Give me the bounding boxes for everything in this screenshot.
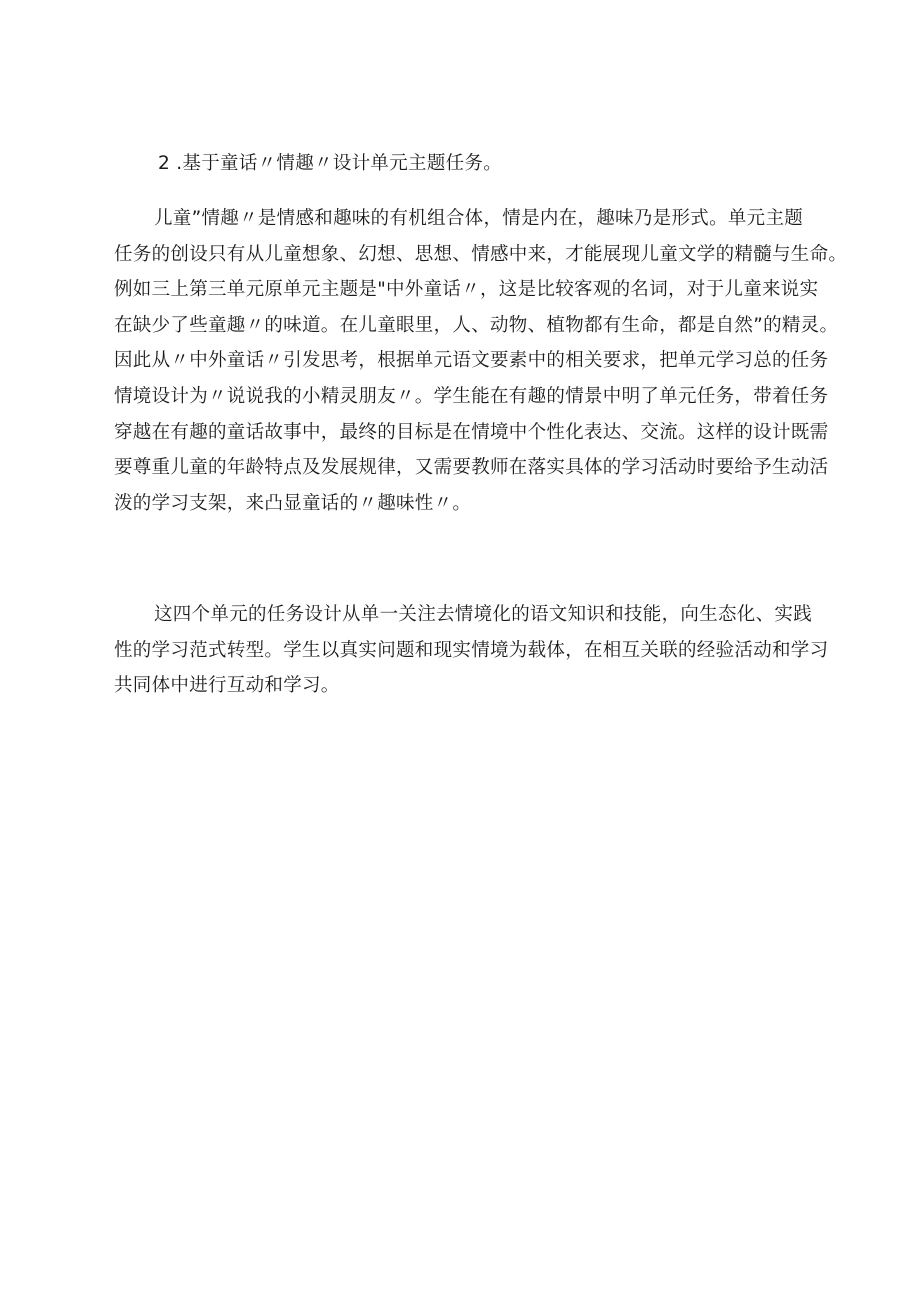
paragraph-line: 性的学习范式转型。学生以真实问题和现实情境为载体，在相互关联的经验活动和学习 <box>114 639 829 661</box>
paragraph-line: 共同体中进行互动和学习。 <box>114 675 340 697</box>
paragraph-1 <box>114 201 848 521</box>
paragraph-line: 因此从〃中外童话〃引发思考，根据单元语文要素中的相关要求，把单元学习总的任务 <box>114 350 829 372</box>
paragraph-line: 儿童”情趣〃是情感和趣味的有机组合体，情是内在，趣味乃是形式。单元主题 <box>154 208 804 229</box>
paragraph-line: 任务的创设只有从儿童想象、幻想、思想、情感中来，才能展现儿童文学的精髓与生命。 <box>114 243 848 265</box>
paragraph-line: 情境设计为〃说说我的小精灵朋友〃。学生能在有趣的情景中明了单元任务，带着任务 <box>114 385 829 407</box>
paragraph-2 <box>114 597 829 704</box>
paragraph-line: 这四个单元的任务设计从单一关注去情境化的语文知识和技能，向生态化、实践 <box>154 604 813 625</box>
heading-text: 2 .基于童话〃情趣〃设计单元主题任务。 <box>158 153 503 174</box>
paragraph-line: 在缺少了些童趣〃的味道。在儿童眼里，人、动物、植物都有生命，都是自然”的精灵。 <box>114 314 839 336</box>
paragraph-line: 例如三上第三单元原单元主题是"中外童话〃，这是比较客观的名词，对于儿童来说实 <box>114 279 819 301</box>
paragraph-line: 穿越在有趣的童话故事中，最终的目标是在情境中个性化表达、交流。这样的设计既需 <box>114 421 829 443</box>
paragraph-line: 要尊重儿童的年龄特点及发展规律，又需要教师在落实具体的学习活动时要给予生动活 <box>114 457 829 479</box>
paragraph-line: 泼的学习支架，来凸显童话的〃趣味性〃。 <box>114 492 472 514</box>
section-heading <box>114 146 814 182</box>
